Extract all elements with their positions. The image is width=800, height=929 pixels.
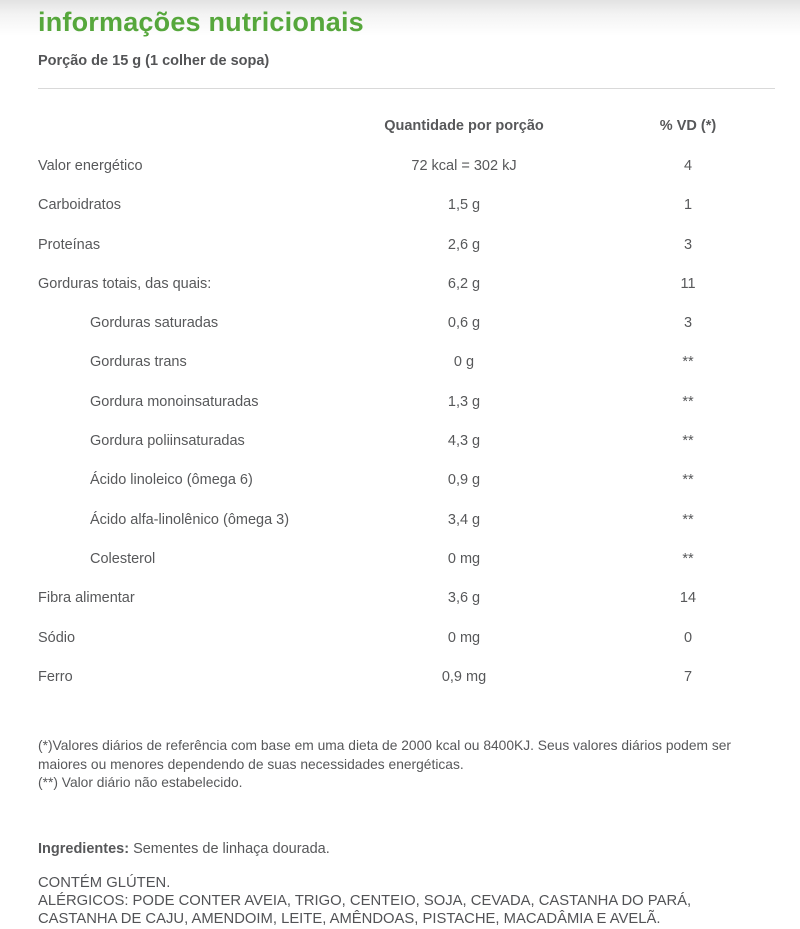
ingredients-line bbox=[38, 841, 775, 858]
nutrient-quantity: 2,6 g bbox=[447, 236, 481, 253]
nutrient-percent-dv: ** bbox=[682, 393, 694, 410]
nutrient-percent-dv: 3 bbox=[683, 315, 693, 332]
nutrient-quantity: 72 kcal = 302 kJ bbox=[411, 158, 517, 174]
table-row bbox=[38, 551, 775, 590]
table-row bbox=[38, 590, 775, 629]
table-body bbox=[38, 158, 775, 708]
nutrient-percent-dv: 1 bbox=[683, 197, 693, 214]
footnotes bbox=[38, 737, 750, 793]
contains-gluten-text: CONTÉM GLÚTEN. bbox=[38, 874, 171, 891]
nutrient-quantity: 3,4 g bbox=[447, 511, 481, 528]
nutrient-label: Ácido alfa-linolênico (ômega 3) bbox=[90, 511, 290, 528]
table-row bbox=[38, 669, 775, 708]
divider bbox=[38, 88, 775, 89]
allergen-info bbox=[38, 874, 763, 929]
nutrient-label: Valor energético bbox=[38, 158, 143, 174]
nutrient-label: Fibra alimentar bbox=[38, 590, 135, 607]
page-title: informações nutricionais bbox=[38, 7, 364, 37]
nutrient-label: Ácido linoleico (ômega 6) bbox=[90, 472, 253, 489]
header-quantity-per-serving: Quantidade por porção bbox=[384, 118, 544, 134]
table-row bbox=[38, 158, 775, 197]
table-row bbox=[38, 197, 775, 236]
nutrient-quantity: 1,3 g bbox=[447, 393, 481, 410]
nutrient-percent-dv: ** bbox=[682, 511, 694, 528]
nutrient-label: Gordura poliinsaturadas bbox=[90, 433, 245, 450]
table-row bbox=[38, 512, 775, 551]
nutrient-percent-dv: ** bbox=[682, 433, 694, 450]
nutrient-percent-dv: 3 bbox=[683, 236, 693, 253]
nutrient-quantity: 0 mg bbox=[447, 550, 481, 567]
nutrient-quantity: 0,9 mg bbox=[441, 668, 487, 685]
nutrient-quantity: 4,3 g bbox=[447, 433, 481, 450]
table-row bbox=[38, 630, 775, 669]
nutrient-percent-dv: 11 bbox=[680, 275, 696, 292]
table-header-row bbox=[38, 97, 775, 138]
nutrient-percent-dv: ** bbox=[682, 550, 694, 567]
table-row bbox=[38, 472, 775, 511]
nutrient-quantity: 3,6 g bbox=[447, 590, 481, 607]
allergens-text: ALÉRGICOS: PODE CONTER AVEIA, TRIGO, CENTEIO, SOJA, CEVADA, CASTANHA DO PARÁ, CASTANHA DE CAJU, AMENDOIM, LEITE, AMÊNDOAS, PISTACHE, MACADÂMIA E AVELÃ. bbox=[38, 892, 692, 928]
nutrient-percent-dv: 7 bbox=[683, 668, 693, 685]
nutrient-percent-dv: ** bbox=[682, 472, 694, 489]
nutrient-label: Colesterol bbox=[90, 550, 156, 567]
nutrient-label: Ferro bbox=[38, 668, 73, 685]
nutrient-label: Gordura monoinsaturadas bbox=[90, 393, 259, 410]
nutrient-quantity: 0 g bbox=[453, 354, 475, 371]
nutrient-percent-dv: 4 bbox=[683, 158, 693, 174]
nutrient-percent-dv: ** bbox=[682, 354, 694, 371]
daily-values-footnote: (*)Valores diários de referência com base em uma dieta de 2000 kcal ou 8400KJ. Seus valores diários podem ser maiores ou menores dependendo de suas necessidades energéticas. bbox=[38, 738, 732, 772]
nutrient-percent-dv: 14 bbox=[679, 590, 697, 607]
nutrient-label: Proteínas bbox=[38, 236, 101, 253]
nutrient-label: Gorduras saturadas bbox=[90, 315, 219, 332]
nutrition-table bbox=[38, 97, 775, 708]
nutrient-percent-dv: 0 bbox=[683, 629, 693, 646]
table-row bbox=[38, 315, 775, 354]
table-row bbox=[38, 433, 775, 472]
nutrient-quantity: 0 mg bbox=[447, 629, 481, 646]
nutrient-label: Carboidratos bbox=[38, 197, 122, 214]
serving-size: Porção de 15 g (1 colher de sopa) bbox=[38, 53, 270, 69]
table-row bbox=[38, 237, 775, 276]
header-percent-dv: % VD (*) bbox=[659, 118, 717, 134]
ingredients-value: Sementes de linhaça dourada. bbox=[129, 840, 330, 857]
nutrient-label: Gorduras totais, das quais: bbox=[38, 275, 212, 292]
nutrient-quantity: 1,5 g bbox=[447, 197, 481, 214]
nutrient-quantity: 6,2 g bbox=[447, 275, 481, 292]
ingredients-label: Ingredientes: bbox=[38, 840, 130, 857]
table-row bbox=[38, 354, 775, 393]
nutrient-label: Gorduras trans bbox=[90, 354, 187, 371]
table-row bbox=[38, 276, 775, 315]
table-row bbox=[38, 394, 775, 433]
not-established-footnote: (**) Valor diário não estabelecido. bbox=[38, 775, 243, 791]
nutrient-quantity: 0,9 g bbox=[447, 472, 481, 489]
nutrient-quantity: 0,6 g bbox=[447, 315, 481, 332]
nutrient-label: Sódio bbox=[38, 629, 76, 646]
